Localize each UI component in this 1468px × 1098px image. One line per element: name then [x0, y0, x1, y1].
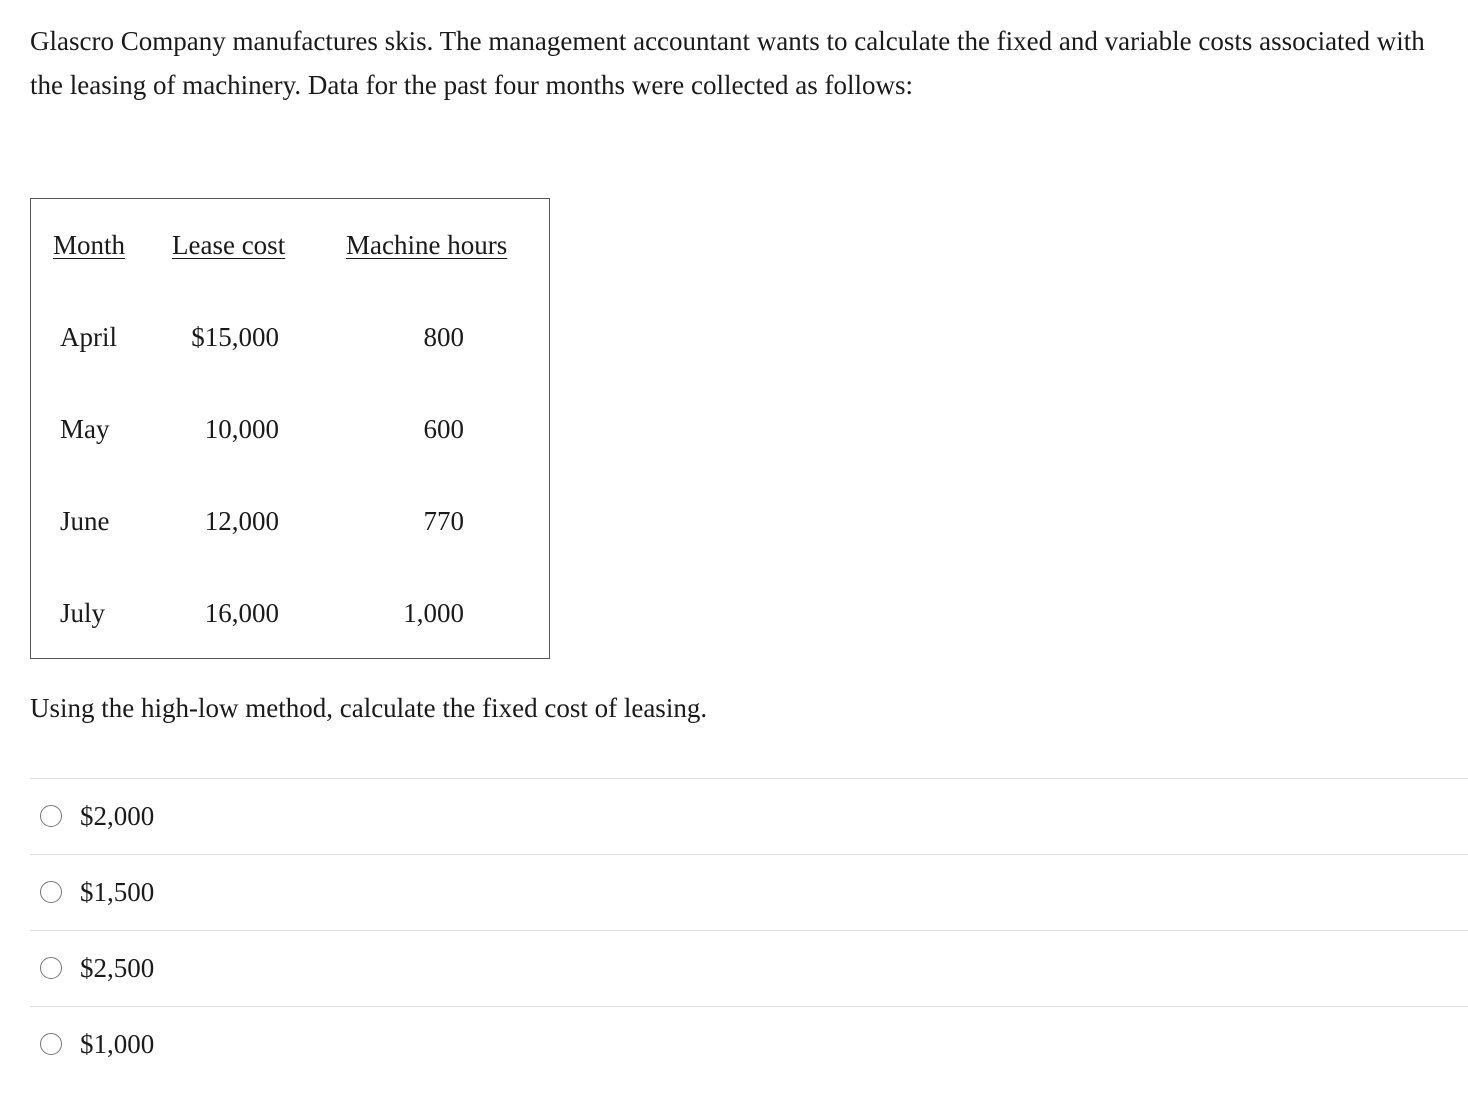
question-intro: Glascro Company manufactures skis. The management accountant wants to calculate the fixed and variable costs associated with the leasing of machinery. Data for the past four months were collected as follows: [30, 26, 1425, 100]
radio-button[interactable] [40, 1033, 62, 1055]
cell-machine-hours: 770 [423, 506, 464, 536]
answer-option[interactable] [30, 778, 1468, 854]
answer-option-label[interactable]: $2,500 [80, 953, 155, 983]
cell-machine-hours: 600 [423, 414, 464, 444]
cell-machine-hours: 1,000 [403, 598, 464, 628]
cell-lease-cost: 12,000 [204, 506, 279, 536]
cell-month: April [60, 322, 117, 352]
header-machine-hours: Machine hours [346, 230, 508, 260]
cell-month: May [60, 414, 110, 444]
cell-month: June [60, 506, 110, 536]
cell-lease-cost: 10,000 [204, 414, 279, 444]
cell-month: July [60, 598, 106, 628]
cell-lease-cost: $15,000 [191, 322, 279, 352]
answer-option-label[interactable]: $1,500 [80, 877, 155, 907]
cell-machine-hours: 800 [423, 322, 464, 352]
answer-option[interactable] [30, 854, 1468, 930]
answer-option[interactable] [30, 930, 1468, 1006]
header-lease-cost: Lease cost [172, 230, 286, 260]
answer-options [30, 778, 1468, 1082]
cell-lease-cost: 16,000 [204, 598, 279, 628]
header-month: Month [53, 230, 126, 260]
question-prompt: Using the high-low method, calculate the fixed cost of leasing. [30, 693, 708, 723]
radio-button[interactable] [40, 881, 62, 903]
answer-option[interactable] [30, 1006, 1468, 1082]
radio-button[interactable] [40, 957, 62, 979]
answer-option-label[interactable]: $1,000 [80, 1029, 155, 1059]
data-table [30, 198, 550, 659]
radio-button[interactable] [40, 805, 62, 827]
answer-option-label[interactable]: $2,000 [80, 801, 155, 831]
